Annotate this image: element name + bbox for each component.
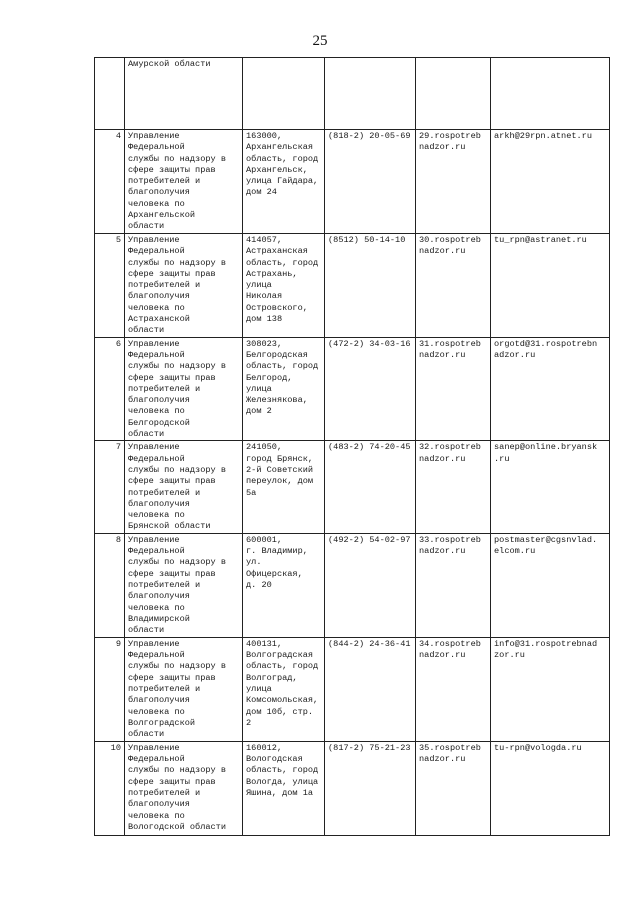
address-cell: 241050, город Брянск, 2-й Советский переулок, дом 5а (243, 441, 325, 533)
organization-cell: Амурской области (125, 58, 243, 130)
phone-cell: (817-2) 75-21-23 (325, 741, 416, 835)
row-number-cell: 8 (95, 533, 125, 637)
website-cell: 34.rospotreb nadzor.ru (416, 637, 491, 741)
email-cell: tu_rpn@astranet.ru (491, 234, 610, 338)
row-number-cell: 7 (95, 441, 125, 533)
address-cell: 414057, Астраханская область, город Астрахань, улица Николая Островского, дом 138 (243, 234, 325, 338)
phone-cell: (492-2) 54-02-97 (325, 533, 416, 637)
email-cell: postmaster@cgsnvlad. elcom.ru (491, 533, 610, 637)
organization-cell: Управление Федеральной службы по надзору в сфере защиты прав потребителей и благополучия человека по Брянской области (125, 441, 243, 533)
email-cell (491, 58, 610, 130)
table-row (95, 337, 610, 441)
organization-cell: Управление Федеральной службы по надзору в сфере защиты прав потребителей и благополучия человека по Архангельской области (125, 130, 243, 234)
row-number-cell: 4 (95, 130, 125, 234)
email-cell: info@31.rospotrebnad zor.ru (491, 637, 610, 741)
phone-cell: (483-2) 74-20-45 (325, 441, 416, 533)
row-number-cell: 5 (95, 234, 125, 338)
website-cell: 32.rospotreb nadzor.ru (416, 441, 491, 533)
phone-cell: (8512) 50-14-10 (325, 234, 416, 338)
table-row-continuation (95, 58, 610, 130)
website-cell: 35.rospotreb nadzor.ru (416, 741, 491, 835)
phone-cell: (844-2) 24-36-41 (325, 637, 416, 741)
address-cell: 160012, Вологодская область, город Вологда, улица Яшина, дом 1а (243, 741, 325, 835)
address-cell: 600001, г. Владимир, ул. Офицерская, д. 20 (243, 533, 325, 637)
table-row (95, 533, 610, 637)
table-row (95, 637, 610, 741)
address-cell: 400131, Волгоградская область, город Волгоград, улица Комсомольская, дом 10б, стр. 2 (243, 637, 325, 741)
email-cell: tu-rpn@vologda.ru (491, 741, 610, 835)
website-cell: 30.rospotreb nadzor.ru (416, 234, 491, 338)
address-cell: 308023, Белгородская область, город Белгород, улица Железнякова, дом 2 (243, 337, 325, 441)
address-cell (243, 58, 325, 130)
website-cell: 31.rospotreb nadzor.ru (416, 337, 491, 441)
table-row (95, 234, 610, 338)
row-number-cell (95, 58, 125, 130)
organization-cell: Управление Федеральной службы по надзору в сфере защиты прав потребителей и благополучия человека по Астраханской области (125, 234, 243, 338)
email-cell: orgotd@31.rospotrebn adzor.ru (491, 337, 610, 441)
table-row (95, 441, 610, 533)
address-cell: 163000, Архангельская область, город Архангельск, улица Гайдара, дом 24 (243, 130, 325, 234)
row-number-cell: 6 (95, 337, 125, 441)
email-cell: sanep@online.bryansk .ru (491, 441, 610, 533)
row-number-cell: 9 (95, 637, 125, 741)
rospotrebnadzor-offices-table (94, 57, 610, 836)
organization-cell: Управление Федеральной службы по надзору в сфере защиты прав потребителей и благополучия человека по Вологодской области (125, 741, 243, 835)
website-cell (416, 58, 491, 130)
organization-cell: Управление Федеральной службы по надзору в сфере защиты прав потребителей и благополучия человека по Волгоградской области (125, 637, 243, 741)
organization-cell: Управление Федеральной службы по надзору в сфере защиты прав потребителей и благополучия человека по Белгородской области (125, 337, 243, 441)
website-cell: 29.rospotreb nadzor.ru (416, 130, 491, 234)
phone-cell: (818-2) 20-05-69 (325, 130, 416, 234)
table-row (95, 130, 610, 234)
phone-cell: (472-2) 34-03-16 (325, 337, 416, 441)
website-cell: 33.rospotreb nadzor.ru (416, 533, 491, 637)
email-cell: arkh@29rpn.atnet.ru (491, 130, 610, 234)
organization-cell: Управление Федеральной службы по надзору в сфере защиты прав потребителей и благополучия человека по Владимирской области (125, 533, 243, 637)
table-row (95, 741, 610, 835)
phone-cell (325, 58, 416, 130)
page-number: 25 (312, 33, 328, 49)
row-number-cell: 10 (95, 741, 125, 835)
